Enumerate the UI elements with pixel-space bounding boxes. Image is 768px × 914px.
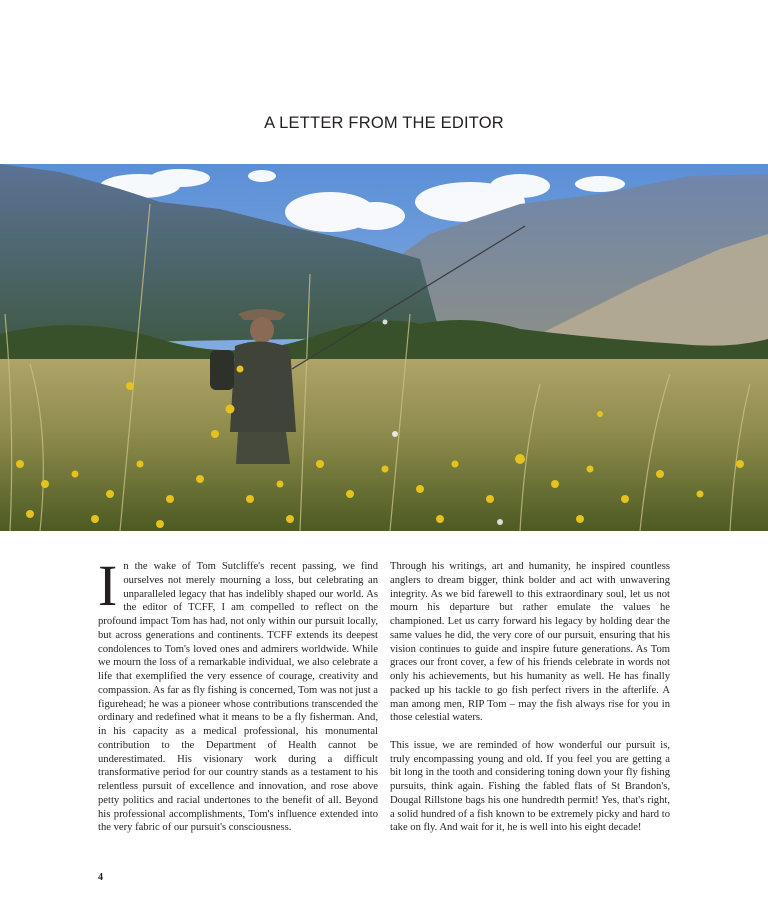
article-paragraph: This issue, we are reminded of how wonderful our pursuit is, truly encompassing young and old. If you feel you are getting a bit long in the tooth and considering toning down your fly fishing pursuits, think again. Fishing the fabled flats of St Brandon's, Dougal Rillstone bags his one hundredth permit! Yes, that's right, a solid hundred of a fish known to be extremely picky and hard to take on fly. And wait for it, he is well into his eight decade! (390, 739, 670, 834)
page-number: 4 (98, 872, 103, 883)
page-title: A LETTER FROM THE EDITOR (264, 114, 504, 132)
drop-cap: I (98, 553, 118, 618)
article-paragraph (98, 553, 378, 835)
article-column-right (390, 560, 670, 835)
article-paragraph: Through his writings, art and humanity, he inspired countless anglers to dream bigger, think bolder and act with unwavering integrity. As we bid farewell to this extraordinary soul, let us not mourn his departure but rather emulate the values he championed. Let us carry forward his legacy by holding dear the same values he did, the very core of our pursuit, ensuring that his vision continues to guide and inspire future generations. As Tom graces our front cover, a few of his friends celebrate in words not only his achievements, but his humanity as well. He has finally packed up his tackle to go fish perfect rivers in the afterlife. A man among men, RIP Tom – may the fish always rise for you in those celestial waters. (390, 561, 670, 724)
article-column-left (98, 553, 378, 835)
cover-photo-fly-fisherman (0, 164, 768, 531)
article-text: n the wake of Tom Sutcliffe's recent passing, we find ourselves not merely mourning a loss, but celebrating an unparalleled legacy that has indelibly shaped our world. As the editor of TCFF, I am compelled to reflect on the profound impact Tom has had, not only within our pursuit locally, but across generations and continents. TCFF extends its deepest condolences to Tom's loved ones and admirers worldwide. While we mourn the loss of a remarkable individual, we also celebrate a life that exemplified the very essence of courage, creativity and compassion. As far as fly fishing is concerned, Tom was not just a figurehead; he was a pioneer whose contributions transcended the ordinary and redefined what it means to be a fly fisherman. And, in his capacity as a medical professional, his monumental contribution to the Department of Health cannot be underestimated. His visionary work during a difficult transformative period for our country stands as a testament to his relentless pursuit of excellence and innovation, and rose above petty politics and racial undertones to the benefit of all. Beyond his professional accomplishments, Tom's influence extended into the very fabric of our pursuit's consciousness. (98, 561, 378, 834)
